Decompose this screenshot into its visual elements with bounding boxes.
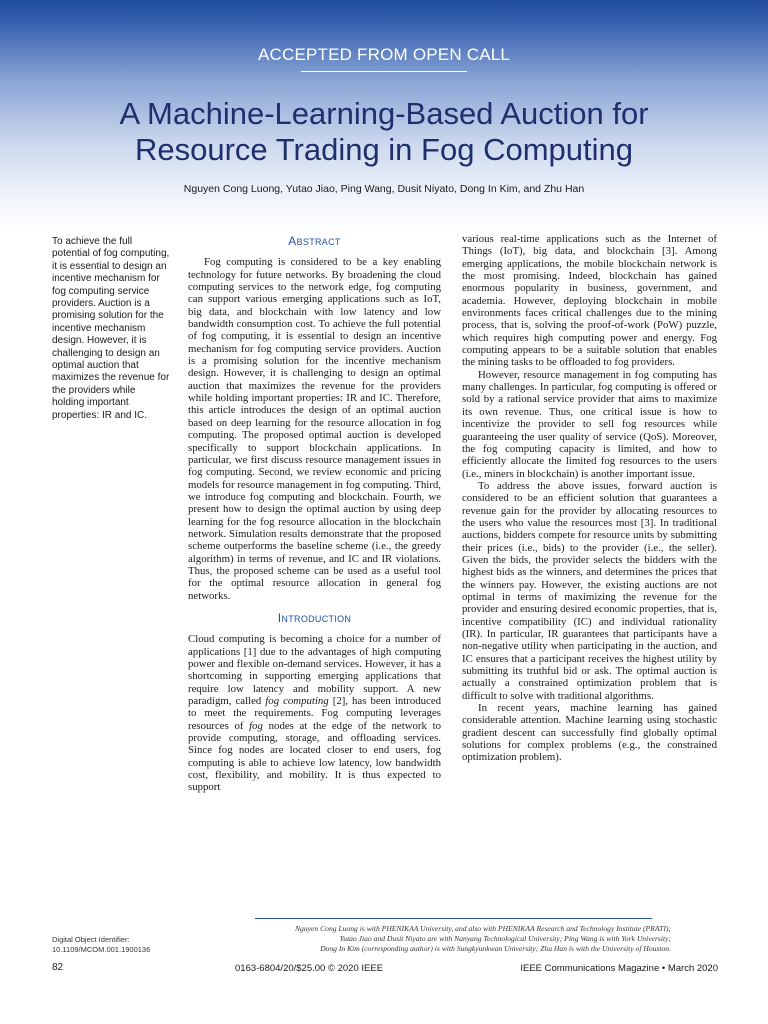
body-paragraph-2: However, resource management in fog computing has many challenges. In particular, fog computing is offered or sold by a rational service provider that aims to maximize its own revenue. Thus, one critical issue is how to incentivize the provider to sell fog resources while guaranteeing the user quality of service (QoS). Moreover, the fog computing capacity is limited, and how to efficiently allocate the limited fog resources to the users (i.e., miners in blockchain) is another important issue.	[462, 368, 717, 480]
section-label: ACCEPTED FROM OPEN CALL	[257, 45, 511, 64]
affiliation-line-3: Dong In Kim (corresponding author) is with Sungkyunkwan University; Zhu Han is with the University of Houston.	[320, 944, 671, 953]
column-right	[462, 233, 717, 764]
introduction-heading-initial: I	[277, 610, 282, 625]
copyright-line: 0163-6804/20/$25.00 © 2020 IEEE	[235, 963, 384, 974]
title-line-1: A Machine-Learning-Based Auction for	[119, 96, 649, 131]
doi-label: Digital Object Identifier:	[52, 935, 130, 944]
abstract-heading	[188, 235, 441, 248]
intro-text-b: [2], has been introduced to meet the requirements. Fog computing leverages resources of	[188, 695, 442, 732]
intro-text-c: nodes at the edge of the network to provide computing, storage, and offloading services. Since fog nodes are located closer to end users, fog computing is able to achieve low latency, low bandwidth cost, flexibility, and mobility. It is thus expected to support	[188, 719, 441, 794]
column-left	[188, 233, 441, 794]
title-line-2: Resource Trading in Fog Computing	[135, 132, 633, 167]
affiliation-line-1: Nguyen Cong Luong is with PHENIKAA University, and also with PHENIKAA Research and Technology Institute (PRATI);	[294, 924, 671, 933]
author-list: Nguyen Cong Luong, Yutao Jiao, Ping Wang, Dusit Niyato, Dong In Kim, and Zhu Han	[183, 183, 585, 195]
sidebar-summary: To achieve the full potential of fog computing, it is essential to design an incentive mechanism for fog computing service providers. Auction is a promising solution for the incentive mechanism design. However, it is challenging to design an optimal auction that maximizes the revenue for the providers while holding important properties: IR and IC.	[52, 236, 170, 421]
section-label-rule	[301, 71, 467, 72]
doi-value: 10.1109/MCOM.001.1900136	[52, 945, 151, 954]
article-title	[40, 96, 728, 168]
introduction-heading-rest: NTRODUCTION	[281, 613, 352, 624]
intro-em-fog-computing: fog computing	[265, 695, 329, 708]
intro-em-fog: fog	[249, 719, 263, 732]
body-paragraph-1: various real-time applications such as the Internet of Things (IoT), big data, and blockchain [3]. Among emerging applications, the mobile blockchain network is the most promising. Indeed, blockchain has gained enormous popularity in business, government, and academia. However, deploying blockchain in mobile environments faces critical challenges due to the mining process, that is, solving the proof-of-work (PoW) puzzle, which requires high computing power and energy. Fog computing appears to be a suitable solution that enables the mining tasks to be offloaded to fog providers.	[462, 233, 717, 369]
doi-block	[52, 935, 182, 955]
abstract-text: Fog computing is considered to be a key enabling technology for future networks. By broadening the cloud computing services to the network edge, fog computing can support various emerging applications such as IoT, big data, and blockchain with low latency and low bandwidth consumption cost. To achieve the full potential of fog computing, it is essential to design an incentive mechanism for fog computing service providers. Auction is a promising solution for the incentive mechanism design. However, it is challenging to design an optimal auction that maximizes the revenue for the providers while holding important properties: IR and IC. Therefore, this article introduces the design of an optimal auction based on deep learning for the resource allocation in fog computing. The proposed optimal auction is developed specifically to support blockchain applications. In particular, we first discuss resource management issues in fog computing. Second, we review economic and pricing models for resource management in fog computing. Third, we introduce fog computing and blockchain. Fourth, we present how to design the optimal auction by using deep learning for the fog resource allocation in the blockchain network. Simulation results demonstrate that the proposed scheme outperforms the baseline scheme (i.e., the greedy algorithm) in terms of revenue, and IC and IR violations. Thus, the proposed scheme can be used as a useful tool for the optimal resource allocation in general fog networks.	[188, 256, 441, 602]
affiliation-line-2: Yutao Jiao and Dusit Niyato are with Nanyang Technological University; Ping Wang is with York University;	[339, 934, 671, 943]
intro-text-a: Cloud computing is becoming a choice for a number of applications [1] due to the advantages of high computing power and flexible on-demand services. However, it has a shortcoming in supporting emerging applications that require low latency and mobility support. A new paradigm, called	[188, 633, 441, 708]
abstract-heading-initial: A	[288, 234, 297, 248]
page-number: 82	[52, 962, 64, 973]
journal-line: IEEE Communications Magazine • March 2020	[520, 963, 718, 974]
body-paragraph-4: In recent years, machine learning has gained considerable attention. Machine learning using stochastic gradient descent can successfully find globally optimal solutions for complex problems (e.g., the constrained optimization problem).	[462, 702, 717, 764]
body-paragraph-3: To address the above issues, forward auction is considered to be an efficient solution that guarantees a revenue gain for the provider by allocating resources to the users who value the resources most [3]. In traditional auctions, bidders compete for resource units by submitting their prices (i.e., bids) to the provider (i.e., the seller). Given the bids, the provider selects the bidders with the highest bids as the winners, and determines the prices that the winners pay. However, the existing auctions are not optimal in terms of maximizing the revenue for the provider and ensuring desired economic properties, that is, incentive compatibility (IC) and individual rationality (IR). In particular, IR guarantees that participants have a non-negative utility when participating in the auction, and IC ensures that a participant receives the highest utility by submitting its truthful bid or ask. The optimal auction is actually a constrained optimization problem that is difficult to solve with traditional algorithms.	[462, 479, 717, 702]
author-affiliations	[235, 924, 671, 954]
introduction-heading	[188, 612, 441, 625]
introduction-paragraph	[188, 633, 441, 793]
abstract-heading-rest: BSTRACT	[296, 237, 341, 247]
footnote-rule	[255, 918, 652, 919]
